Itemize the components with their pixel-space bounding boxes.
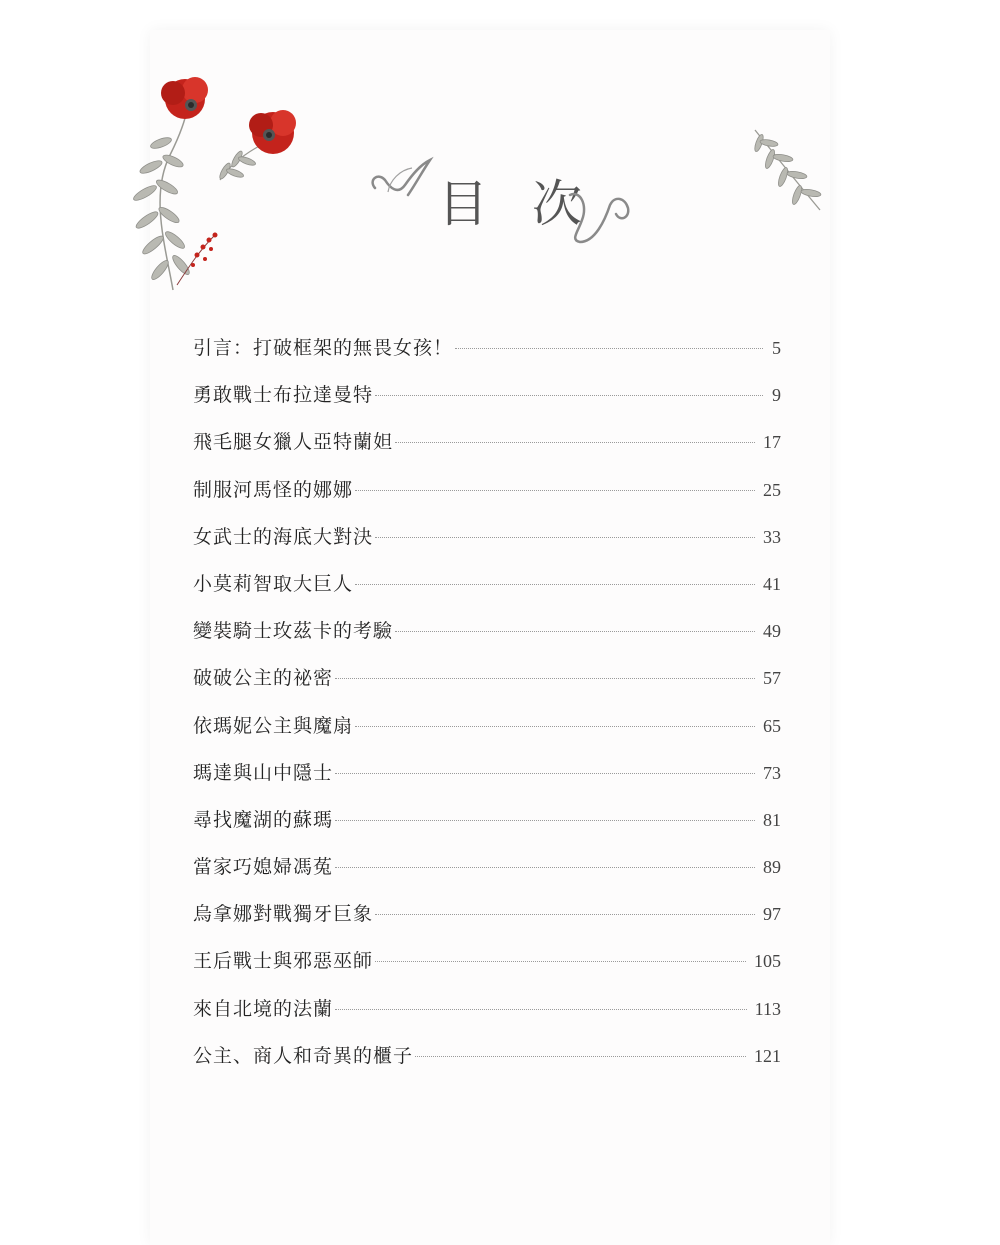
- toc-entry[interactable]: [193, 325, 781, 372]
- page-number: 57: [763, 668, 781, 689]
- toc-entry[interactable]: [193, 750, 781, 797]
- dot-leader: [335, 678, 755, 679]
- entry-title: 變裝騎士玫茲卡的考驗: [193, 620, 394, 643]
- dot-leader: [375, 914, 755, 915]
- dot-leader: [335, 820, 755, 821]
- entry-title: 飛毛腿女獵人亞特蘭妲: [193, 431, 394, 454]
- entry-title: 依瑪妮公主與魔扇: [193, 714, 354, 737]
- calligraphic-flourish-icon: [560, 180, 640, 250]
- toc-entry[interactable]: [193, 891, 781, 938]
- entry-title: 當家巧媳婦馮菟: [193, 856, 334, 879]
- page-number: 73: [763, 762, 781, 783]
- page-number: 121: [754, 1045, 781, 1066]
- toc-entry[interactable]: [193, 372, 781, 419]
- toc-entry[interactable]: [193, 514, 781, 561]
- page-number: 41: [763, 573, 781, 594]
- poppy-flower-icon: [161, 77, 208, 119]
- calligraphic-flourish-icon: [360, 150, 440, 210]
- leaf-branch-icon: [218, 143, 265, 180]
- toc-entry[interactable]: [193, 797, 781, 844]
- page-number: 81: [763, 809, 781, 830]
- page-number: 89: [763, 857, 781, 878]
- dot-leader: [355, 726, 755, 727]
- toc-entry[interactable]: [193, 844, 781, 891]
- title-block: [360, 150, 640, 250]
- berry-sprig-icon: [177, 233, 218, 286]
- dot-leader: [335, 773, 755, 774]
- dot-leader: [395, 631, 755, 632]
- leaf-branch-icon: [132, 110, 192, 290]
- page-number: 17: [763, 432, 781, 453]
- page-number: 25: [763, 479, 781, 500]
- toc-entry[interactable]: [193, 1033, 781, 1080]
- toc-entry[interactable]: [193, 986, 781, 1033]
- toc-entry[interactable]: [193, 608, 781, 655]
- entry-title: 烏拿娜對戰獨牙巨象: [193, 903, 374, 926]
- toc-entry[interactable]: [193, 938, 781, 985]
- dot-leader: [335, 1009, 747, 1010]
- page-number: 9: [772, 385, 781, 406]
- dot-leader: [375, 961, 746, 962]
- entry-title: 瑪達與山中隱士: [193, 761, 334, 784]
- toc-entry[interactable]: [193, 703, 781, 750]
- dot-leader: [355, 490, 755, 491]
- page-number: 49: [763, 621, 781, 642]
- page-number: 33: [763, 526, 781, 547]
- entry-title: 勇敢戰士布拉達曼特: [193, 384, 374, 407]
- entry-title: 女武士的海底大對決: [193, 525, 374, 548]
- entry-title: 破破公主的祕密: [193, 667, 334, 690]
- dot-leader: [335, 867, 755, 868]
- dot-leader: [375, 537, 755, 538]
- entry-title: 小莫莉智取大巨人: [193, 572, 354, 595]
- page-number: 5: [772, 338, 781, 358]
- dot-leader: [395, 442, 755, 443]
- toc-entry[interactable]: [193, 467, 781, 514]
- dot-leader: [375, 395, 763, 396]
- toc-entry[interactable]: [193, 561, 781, 608]
- dot-leader: [455, 348, 763, 349]
- leaf-branch-icon: [745, 125, 830, 220]
- page-number: 97: [763, 904, 781, 925]
- entry-title: 引言：打破框架的無畏女孩！: [193, 337, 454, 359]
- entry-title: 尋找魔湖的蘇瑪: [193, 808, 334, 831]
- entry-title: 公主、商人和奇異的櫃子: [193, 1044, 414, 1067]
- toc-entry[interactable]: [193, 655, 781, 702]
- entry-title: 王后戰士與邪惡巫師: [193, 950, 374, 973]
- page-title: 目 次: [438, 175, 596, 233]
- dot-leader: [415, 1056, 746, 1057]
- entry-title: 制服河馬怪的娜娜: [193, 478, 354, 501]
- page-number: 105: [754, 951, 781, 972]
- dot-leader: [355, 584, 755, 585]
- page-number: 65: [763, 715, 781, 736]
- entry-title: 來自北境的法蘭: [193, 997, 334, 1020]
- page-number: 113: [754, 998, 781, 1019]
- toc-entry[interactable]: [193, 419, 781, 466]
- toc-list: [193, 325, 781, 1080]
- floral-decoration: [115, 75, 315, 300]
